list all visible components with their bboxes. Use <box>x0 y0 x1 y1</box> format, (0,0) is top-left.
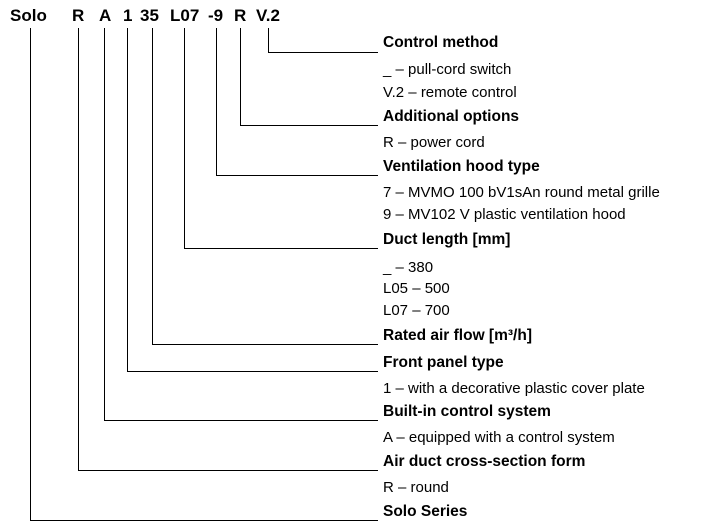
entry-title-5: Front panel type <box>383 354 504 371</box>
entry-desc-3-0: _ – 380 <box>383 259 434 276</box>
leader-vline-2 <box>216 28 217 175</box>
leader-hline-1 <box>240 125 378 126</box>
leader-vline-6 <box>104 28 105 420</box>
code-token-4: 35 <box>140 6 159 25</box>
leader-hline-4 <box>152 344 378 345</box>
leader-hline-0 <box>268 52 378 53</box>
leader-vline-1 <box>240 28 241 125</box>
code-token-3: 1 <box>123 6 133 25</box>
entry-desc-7-0: R – round <box>383 479 449 496</box>
leader-vline-7 <box>78 28 79 470</box>
entry-desc-3-2: L07 – 700 <box>383 302 450 319</box>
leader-vline-5 <box>127 28 128 371</box>
entry-title-8: Solo Series <box>383 503 468 520</box>
leader-vline-8 <box>30 28 31 520</box>
code-token-8: V.2 <box>256 6 280 25</box>
entry-desc-0-0: _ – pull-cord switch <box>383 61 512 78</box>
entry-title-3: Duct length [mm] <box>383 231 511 248</box>
leader-vline-0 <box>268 28 269 52</box>
entry-title-1: Additional options <box>383 108 520 125</box>
entry-title-0: Control method <box>383 34 499 51</box>
leader-hline-2 <box>216 175 378 176</box>
entry-desc-2-1: 9 – MV102 V plastic ventilation hood <box>383 206 626 223</box>
entry-desc-2-0: 7 – MVMO 100 bV1sAn round metal grille <box>383 184 660 201</box>
leader-vline-4 <box>152 28 153 344</box>
code-token-7: R <box>234 6 247 25</box>
leader-hline-3 <box>184 248 378 249</box>
entry-title-2: Ventilation hood type <box>383 158 540 175</box>
leader-hline-8 <box>30 520 378 521</box>
leader-hline-5 <box>127 371 378 372</box>
code-token-0: Solo <box>10 6 47 25</box>
leader-hline-7 <box>78 470 378 471</box>
entry-desc-3-1: L05 – 500 <box>383 280 450 297</box>
entry-title-6: Built-in control system <box>383 403 551 420</box>
code-token-1: R <box>72 6 85 25</box>
leader-hline-6 <box>104 420 378 421</box>
entry-desc-0-1: V.2 – remote control <box>383 84 517 101</box>
code-token-2: A <box>99 6 112 25</box>
entry-title-7: Air duct cross-section form <box>383 453 586 470</box>
code-token-5: L07 <box>170 6 200 25</box>
code-token-6: -9 <box>208 6 224 25</box>
entry-desc-1-0: R – power cord <box>383 134 485 151</box>
entry-desc-5-0: 1 – with a decorative plastic cover plate <box>383 380 645 397</box>
entry-title-4: Rated air flow [m³/h] <box>383 327 532 344</box>
leader-vline-3 <box>184 28 185 248</box>
entry-desc-6-0: A – equipped with a control system <box>383 429 615 446</box>
